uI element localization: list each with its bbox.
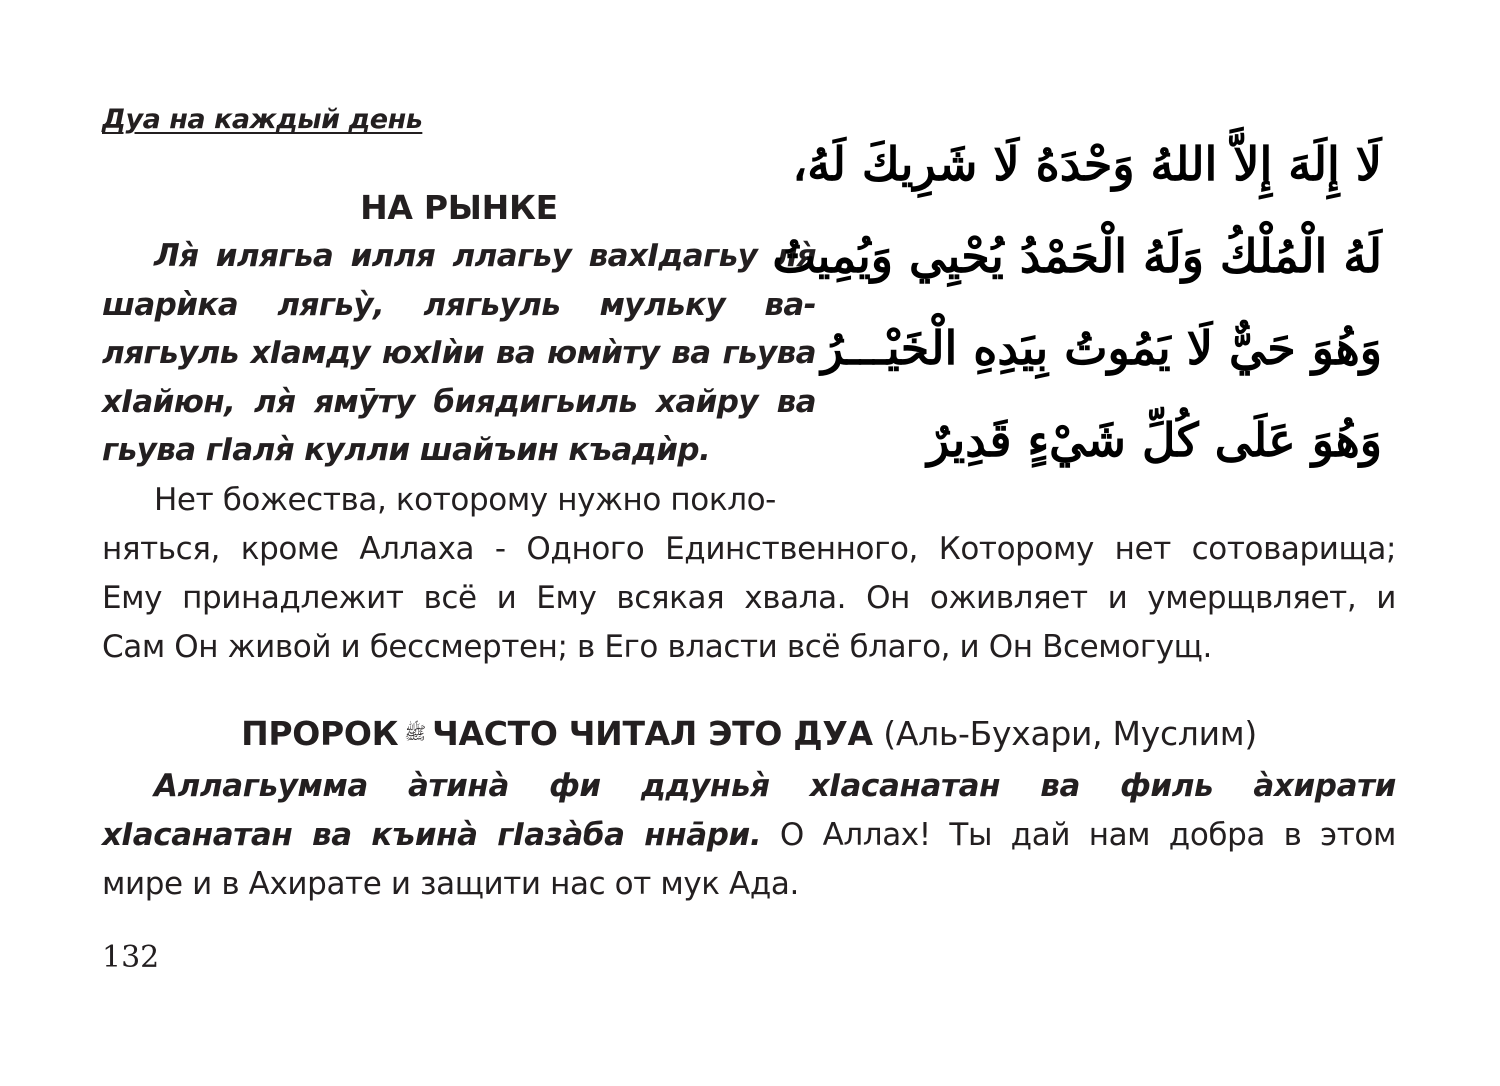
- arabic-line: وَهُوَ حَيٌّ لَا يَمُوتُ بِيَدِهِ الْخَيْـــرُ: [821, 321, 1382, 375]
- arabic-line: لَا إِلَهَ إِلاَّ اللهُ وَحْدَهُ لَا شَرِيكَ لَهُ،: [792, 137, 1382, 191]
- arabic-line: لَهُ الْمُلْكُ وَلَهُ الْحَمْدُ يُحْيِي وَيُمِيتُ: [772, 229, 1382, 283]
- translation-line: Сам Он живой и бессмертен; в Его власти всё благо, и Он Всемогущ.: [102, 629, 1212, 665]
- translation-market: [102, 476, 1396, 672]
- hadith-source: (Аль-Бухари, Муслим): [883, 714, 1257, 753]
- section-title-part: ПРОРОК: [241, 714, 399, 753]
- translation-line-start: О Аллах! Ты дай нам добра в этом: [779, 817, 1396, 853]
- section-title-market: НА РЫНКЕ: [360, 188, 558, 227]
- arabic-line: وَهُوَ عَلَى كُلِّ شَيْءٍ قَدِيرٌ: [927, 413, 1382, 467]
- dua-paragraph: [102, 762, 1396, 909]
- transliteration-line: Аллагьумма а̀тина̀ фи ддунья̀ хIасанатан ва филь а̀хирати: [154, 768, 1396, 804]
- section-title-part: ЧАСТО ЧИТАЛ ЭТО ДУА: [432, 714, 873, 753]
- transliteration-market: Ля̀ илягьа илля ллагьу вахIдагьу ля̀ шарѝка лягьу̀, лягьуль мульку ва-лягьуль хIамду юхIѝи ва юмѝту ва гьува хIайюн, ля̀ ямӯту биядигьиль хайру ва гьува гIаля̀ кулли шайъин къадѝр.: [102, 238, 816, 468]
- transliteration-line-end: хIасанатан ва къина̀ гIаза̀ба ннāри.: [102, 817, 762, 853]
- running-header: Дуа на каждый день: [102, 104, 423, 135]
- page-number: 132: [102, 940, 160, 975]
- translation-line: няться, кроме Аллаха - Одного Единственного, Которому нет сотоварища;: [102, 531, 1396, 567]
- translation-line: мире и в Ахирате и защити нас от мук Ада.: [102, 866, 799, 902]
- section-title-prophet: [102, 714, 1396, 753]
- mixed-line: [102, 811, 1396, 860]
- translation-line: Ему принадлежит всё и Ему всякая хвала. Он оживляет и умерщвляет, и: [102, 580, 1396, 616]
- arabic-text-block: [772, 118, 1382, 486]
- salawat-symbol: ﷺ: [404, 723, 427, 744]
- translation-line: Нет божества, которому нужно покло-: [154, 482, 776, 518]
